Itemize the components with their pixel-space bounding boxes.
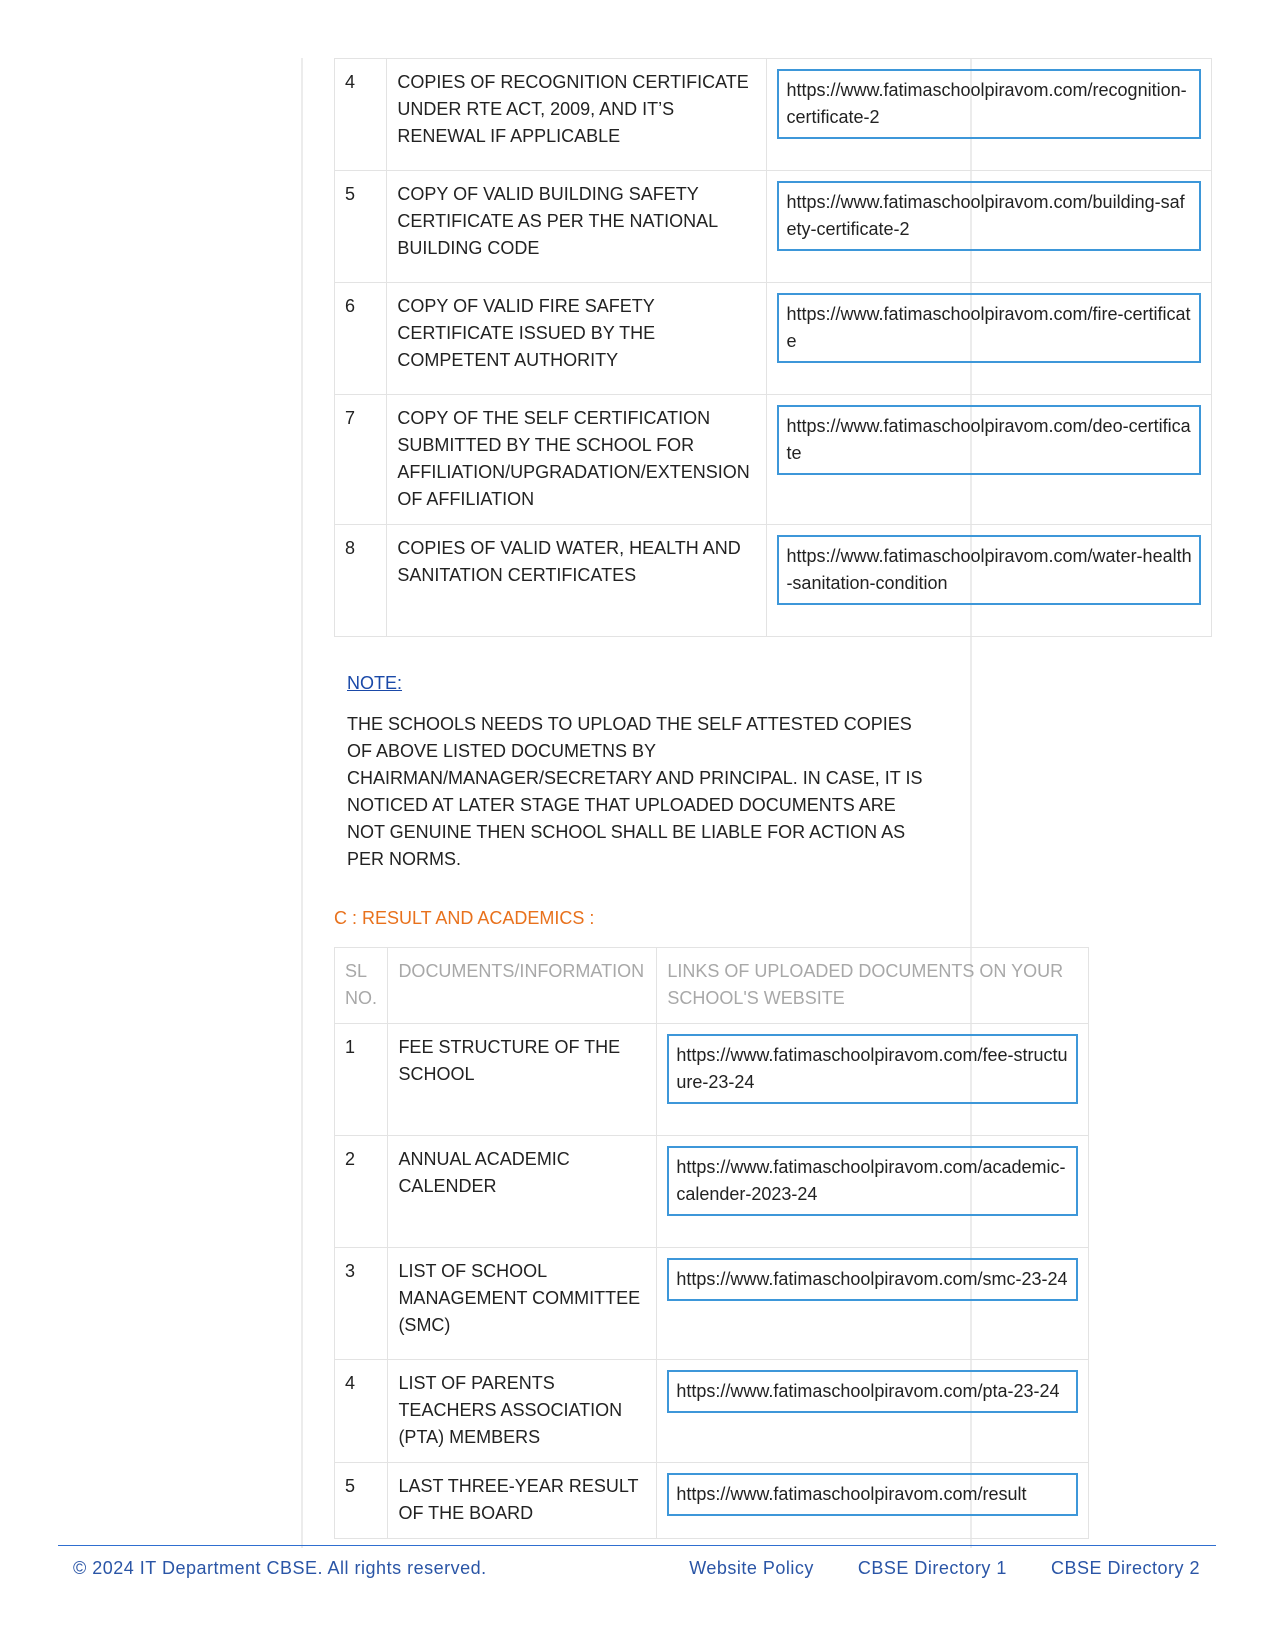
table-row (335, 525, 1212, 637)
row-document: LAST THREE-YEAR RESULT OF THE BOARD (388, 1463, 657, 1539)
note-text: THE SCHOOLS NEEDS TO UPLOAD THE SELF ATTESTED COPIES OF ABOVE LISTED DOCUMETNS BY CHAIRMAN/MANAGER/SECRETARY AND PRINCIPAL. IN CASE, IT IS NOTICED AT LATER STAGE THAT UPLOADED DOCUMENTS ARE NOT GENUINE THEN SCHOOL SHALL BE LIABLE FOR ACTION AS PER NORMS. (347, 714, 923, 869)
row-number: 5 (335, 171, 387, 283)
row-number: 7 (335, 395, 387, 525)
row-document: COPIES OF RECOGNITION CERTIFICATE UNDER RTE ACT, 2009, AND IT’S RENEWAL IF APPLICABLE (387, 59, 767, 171)
note-title-link[interactable]: NOTE: (347, 673, 403, 693)
row-document: COPY OF THE SELF CERTIFICATION SUBMITTED BY THE SCHOOL FOR AFFILIATION/UPGRADATION/EXTENSION OF AFFILIATION (387, 395, 767, 525)
footer-link-website-policy[interactable]: Website Policy (689, 1558, 814, 1578)
footer-copyright: © 2024 IT Department CBSE. All rights reserved. (73, 1558, 487, 1578)
footer-link-cbse-directory-2[interactable]: CBSE Directory 2 (1050, 1558, 1200, 1578)
row-document: LIST OF SCHOOL MANAGEMENT COMMITTEE (SMC) (388, 1248, 657, 1360)
header-sl-no: SL NO. (335, 948, 388, 1024)
footer-link-cbse-directory-1[interactable]: CBSE Directory 1 (857, 1558, 1007, 1578)
header-documents: DOCUMENTS/INFORMATION (388, 948, 657, 1024)
documents-table-b (334, 58, 1212, 637)
row-number: 5 (335, 1463, 388, 1539)
document-link[interactable]: https://www.fatimaschoolpiravom.com/fire-certificate (777, 293, 1201, 363)
table-row (335, 1360, 1089, 1463)
document-link[interactable]: https://www.fatimaschoolpiravom.com/water-health-sanitation-condition (777, 535, 1201, 605)
row-number: 4 (335, 59, 387, 171)
table-row (335, 395, 1212, 525)
row-document: FEE STRUCTURE OF THE SCHOOL (388, 1024, 657, 1136)
document-link[interactable]: https://www.fatimaschoolpiravom.com/recognition-certificate-2 (777, 69, 1201, 139)
document-link[interactable]: https://www.fatimaschoolpiravom.com/pta-23-24 (667, 1370, 1078, 1413)
document-link[interactable]: https://www.fatimaschoolpiravom.com/fee-structuure-23-24 (667, 1034, 1078, 1104)
header-links: LINKS OF UPLOADED DOCUMENTS ON YOUR SCHOOL'S WEBSITE (657, 948, 1089, 1024)
row-number: 6 (335, 283, 387, 395)
table-row (335, 283, 1212, 395)
row-number: 2 (335, 1136, 388, 1248)
row-number: 3 (335, 1248, 388, 1360)
footer-divider (58, 1545, 1216, 1546)
row-document: ANNUAL ACADEMIC CALENDER (388, 1136, 657, 1248)
page-guide-left (301, 58, 303, 1548)
row-number: 1 (335, 1024, 388, 1136)
table-row (335, 171, 1212, 283)
section-heading: C : RESULT AND ACADEMICS : (334, 908, 595, 928)
footer-links (689, 1558, 1200, 1579)
document-link[interactable]: https://www.fatimaschoolpiravom.com/academic-calender-2023-24 (667, 1146, 1078, 1216)
table-row (335, 1136, 1089, 1248)
row-document: LIST OF PARENTS TEACHERS ASSOCIATION (PTA) MEMBERS (388, 1360, 657, 1463)
table-row (335, 59, 1212, 171)
row-document: COPY OF VALID BUILDING SAFETY CERTIFICATE AS PER THE NATIONAL BUILDING CODE (387, 171, 767, 283)
document-link[interactable]: https://www.fatimaschoolpiravom.com/result (667, 1473, 1078, 1516)
table-row (335, 1024, 1089, 1136)
document-link[interactable]: https://www.fatimaschoolpiravom.com/building-safety-certificate-2 (777, 181, 1201, 251)
table-header-row (335, 948, 1089, 1024)
table-row (335, 1463, 1089, 1539)
row-number: 4 (335, 1360, 388, 1463)
row-number: 8 (335, 525, 387, 637)
row-document: COPIES OF VALID WATER, HEALTH AND SANITATION CERTIFICATES (387, 525, 767, 637)
table-row (335, 1248, 1089, 1360)
documents-table-c (334, 947, 1089, 1539)
document-link[interactable]: https://www.fatimaschoolpiravom.com/smc-23-24 (667, 1258, 1078, 1301)
document-link[interactable]: https://www.fatimaschoolpiravom.com/deo-certificate (777, 405, 1201, 475)
row-document: COPY OF VALID FIRE SAFETY CERTIFICATE ISSUED BY THE COMPETENT AUTHORITY (387, 283, 767, 395)
